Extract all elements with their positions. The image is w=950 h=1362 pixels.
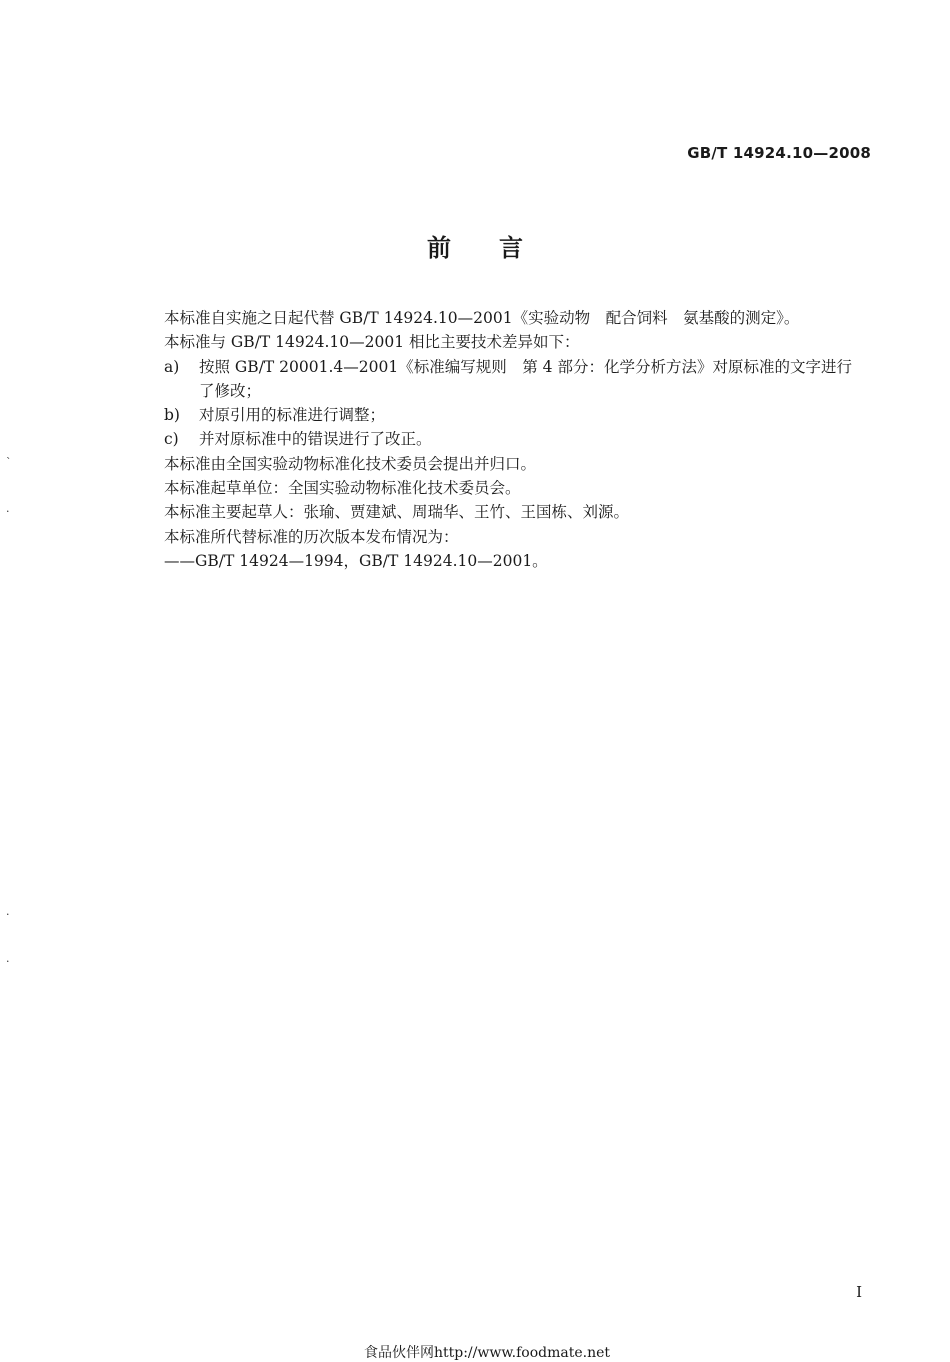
list-item-b [164, 403, 879, 427]
page-number: I [856, 1283, 862, 1301]
paragraph-replacement: 本标准自实施之日起代替 GB/T 14924.10—2001《实验动物 配合饲料 氨基酸的测定》。 [164, 309, 800, 327]
scan-speck: · [6, 955, 10, 968]
scan-speck: · [6, 505, 10, 518]
foreword-body [164, 306, 879, 573]
standard-code: GB/T 14924.10—2008 [687, 144, 871, 162]
list-marker: b) [164, 406, 180, 425]
scan-speck: · [6, 908, 10, 921]
list-item-a [164, 355, 879, 379]
list-item-text: 并对原标准中的错误进行了改正。 [199, 430, 432, 449]
scan-speck: ` [6, 456, 12, 469]
list-item-continuation: 了修改； [199, 381, 262, 400]
paragraph-drafters: 本标准主要起草人：张瑜、贾建斌、周瑞华、王竹、王国栋、刘源。 [164, 503, 630, 522]
list-item-text: 对原引用的标准进行调整； [199, 406, 386, 425]
paragraph-history-intro: 本标准所代替标准的历次版本发布情况为： [164, 527, 459, 546]
page-title: 前言 [427, 234, 571, 262]
paragraph-proposer: 本标准由全国实验动物标准化技术委员会提出并归口。 [164, 454, 537, 473]
footer-watermark: 食品伙伴网http://www.foodmate.net [363, 1345, 611, 1361]
list-marker: a) [164, 357, 180, 376]
paragraph-history-list: ——GB/T 14924—1994，GB/T 14924.10—2001。 [164, 551, 548, 570]
list-item-text: 按照 GB/T 20001.4—2001《标准编写规则 第 4 部分：化学分析方法》对原标准的文字进行 [199, 357, 852, 376]
paragraph-drafting-unit: 本标准起草单位：全国实验动物标准化技术委员会。 [164, 479, 521, 498]
list-marker: c) [164, 430, 179, 449]
paragraph-differences: 本标准与 GB/T 14924.10—2001 相比主要技术差异如下： [164, 333, 580, 352]
list-item-c [164, 427, 879, 451]
